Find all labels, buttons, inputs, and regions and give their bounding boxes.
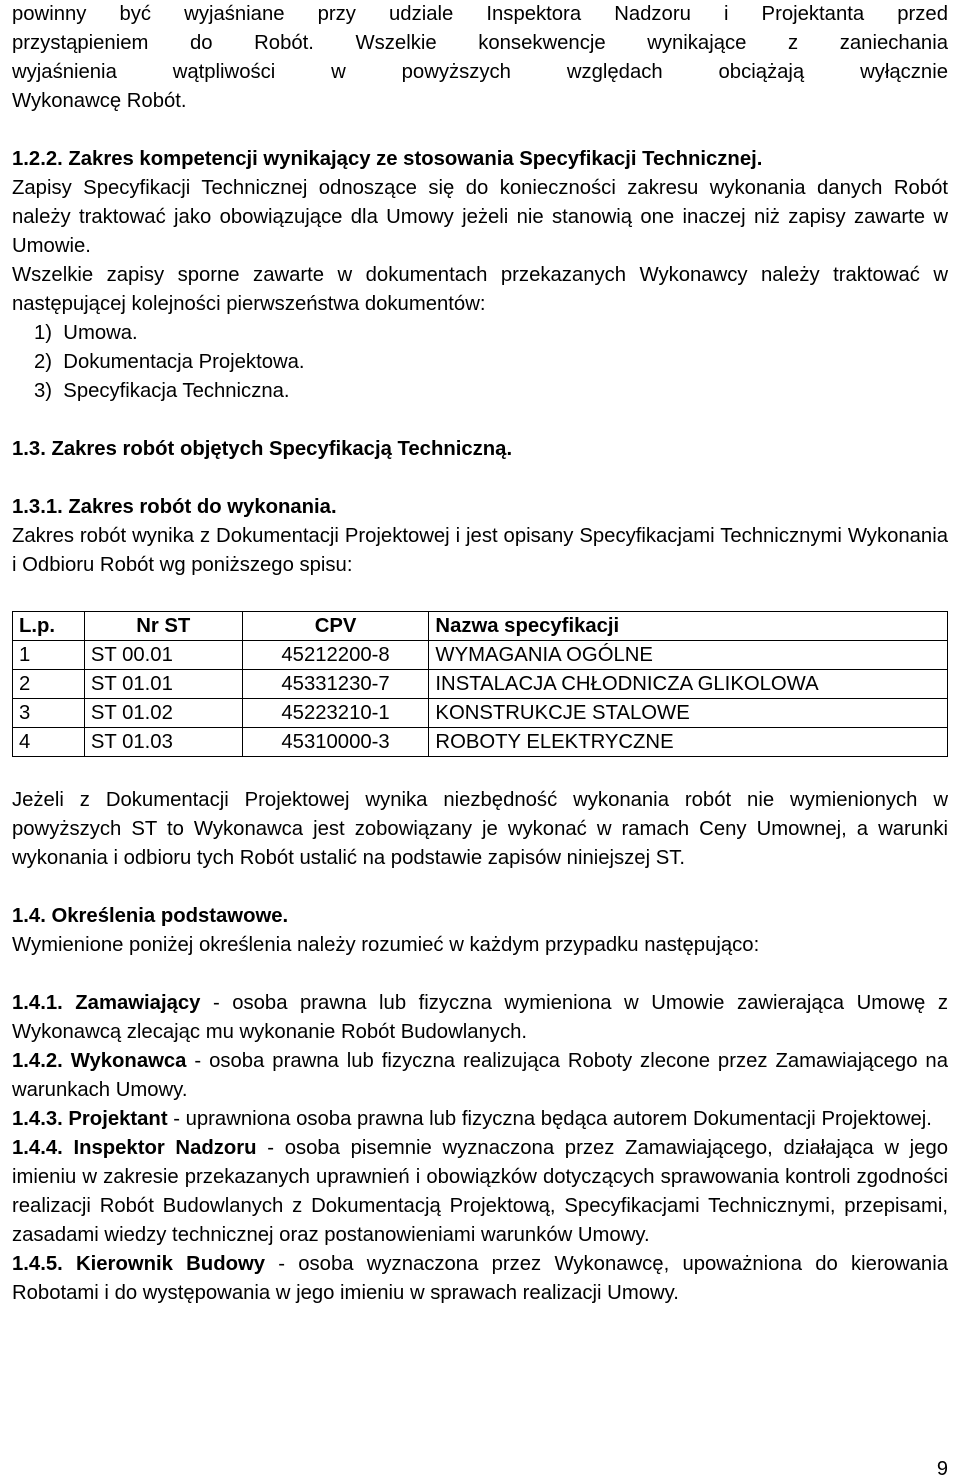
- section-1-3-1-paragraph: Zakres robót wynika z Dokumentacji Projektowej i jest opisany Specyfikacjami Technicznymi Wykonania i Odbioru Robót wg poniższego spisu:: [12, 525, 948, 576]
- definition-number: 1.4.1.: [12, 992, 63, 1014]
- definition-text: - osoba prawna lub fizyczna wymieniona w Umowie zawierająca Umowę z Wykonawcą zlecając mu wykonanie Robót Budowlanych.: [12, 992, 948, 1043]
- list-item: 1) Umowa.: [34, 322, 138, 344]
- spacer: [12, 580, 948, 609]
- section-heading-1-3: 1.3. Zakres robót objętych Specyfikacją Techniczną.: [12, 438, 513, 460]
- definition-1-4-2: [12, 1047, 948, 1105]
- definition-text: - osoba pisemnie wyznaczona przez Zamawiającego, działająca w jego imieniu w zakresie przekazanych uprawnień i obowiązków dotyczących sprawowania kontroli zgodności realizacji Robót Budowlanych z Dokumentacją Projektową, Specyfikacjami Technicznymi, przepisami, zasadami wiedzy technicznej oraz postanowieniami warunków Umowy.: [12, 1137, 949, 1246]
- intro-line: wyjaśnienia wątpliwości w powyższych względach obciążają wyłącznie: [12, 61, 948, 83]
- definition-text: - osoba wyznaczona przez Wykonawcę, upoważniona do kierowania Robotami i do występowania w jego imieniu w sprawach realizacji Umowy.: [12, 1253, 948, 1304]
- table-cell: 3: [13, 699, 85, 728]
- spacer: [12, 757, 948, 786]
- table-cell: ST 01.03: [84, 728, 242, 757]
- column-header-lp: L.p.: [13, 612, 85, 641]
- intro-line: Wykonawcę Robót.: [12, 90, 187, 112]
- definition-term: Inspektor Nadzoru: [73, 1137, 257, 1159]
- definition-text: - uprawniona osoba prawna lub fizyczna będąca autorem Dokumentacji Projektowej.: [167, 1108, 932, 1130]
- table-cell: ST 00.01: [84, 641, 242, 670]
- definition-term: Wykonawca: [70, 1050, 187, 1072]
- definition-1-4-4: [12, 1134, 948, 1250]
- spacer: [12, 873, 948, 902]
- table-cell: 4: [13, 728, 85, 757]
- table-cell: 45212200-8: [242, 641, 429, 670]
- table-row: [13, 728, 948, 757]
- section-1-4-paragraph: Wymienione poniżej określenia należy rozumieć w każdym przypadku następująco:: [12, 934, 760, 956]
- table-cell: ST 01.01: [84, 670, 242, 699]
- list-item: 3) Specyfikacja Techniczna.: [34, 380, 290, 402]
- definition-text: - osoba prawna lub fizyczna realizująca Roboty zlecone przez Zamawiającego na warunkach Umowy.: [12, 1050, 948, 1101]
- table-row: [13, 641, 948, 670]
- definition-number: 1.4.5.: [12, 1253, 63, 1275]
- definition-number: 1.4.4.: [12, 1137, 63, 1159]
- definition-1-4-1: [12, 989, 948, 1047]
- priority-list: [12, 319, 948, 406]
- intro-paragraph: [12, 0, 948, 116]
- table-cell: KONSTRUKCJE STALOWE: [429, 699, 948, 728]
- intro-line: przystąpieniem do Robót. Wszelkie konsekwencje wynikające z zaniechania: [12, 32, 948, 54]
- table-cell: WYMAGANIA OGÓLNE: [429, 641, 948, 670]
- column-header-name: Nazwa specyfikacji: [429, 612, 948, 641]
- table-cell: INSTALACJA CHŁODNICZA GLIKOLOWA: [429, 670, 948, 699]
- specification-table: [12, 611, 948, 757]
- intro-line: powinny być wyjaśniane przy udziale Inspektora Nadzoru i Projektanta przed: [12, 3, 948, 25]
- page-number: 9: [936, 1458, 948, 1480]
- section-1-2-2-paragraph-2: Wszelkie zapisy sporne zawarte w dokumentach przekazanych Wykonawcy należy traktować w następującej kolejności pierwszeństwa dokumentów:: [12, 264, 948, 315]
- table-cell: ROBOTY ELEKTRYCZNE: [429, 728, 948, 757]
- spacer: [12, 464, 948, 493]
- after-table-paragraph: Jeżeli z Dokumentacji Projektowej wynika niezbędność wykonania robót nie wymienionych w powyższych ST to Wykonawca jest zobowiązany je wykonać w ramach Ceny Umownej, a warunki wykonania i odbioru tych Robót ustalić na podstawie zapisów niniejszej ST.: [12, 789, 948, 869]
- table-row: [13, 699, 948, 728]
- table-cell: 45331230-7: [242, 670, 429, 699]
- definition-term: Projektant: [68, 1108, 168, 1130]
- spacer: [12, 960, 948, 989]
- definition-1-4-5: [12, 1250, 948, 1308]
- table-cell: 1: [13, 641, 85, 670]
- definition-term: Zamawiający: [75, 992, 201, 1014]
- document-page: [12, 0, 948, 1308]
- section-heading-1-3-1: 1.3.1. Zakres robót do wykonania.: [12, 496, 337, 518]
- definition-1-4-3: [12, 1105, 948, 1134]
- section-heading-1-2-2: 1.2.2. Zakres kompetencji wynikający ze stosowania Specyfikacji Technicznej.: [12, 148, 763, 170]
- definition-number: 1.4.2.: [12, 1050, 63, 1072]
- table-cell: 45310000-3: [242, 728, 429, 757]
- column-header-nr-st: Nr ST: [84, 612, 242, 641]
- section-heading-1-4: 1.4. Określenia podstawowe.: [12, 905, 289, 927]
- table-row: [13, 670, 948, 699]
- table-header-row: [13, 612, 948, 641]
- section-1-2-2-paragraph-1: Zapisy Specyfikacji Technicznej odnoszące się do konieczności zakresu wykonania danych Robót należy traktować jako obowiązujące dla Umowy jeżeli nie stanowią one inaczej niż zapisy zawarte w Umowie.: [12, 177, 948, 257]
- table-cell: 45223210-1: [242, 699, 429, 728]
- column-header-cpv: CPV: [242, 612, 429, 641]
- table-cell: 2: [13, 670, 85, 699]
- definition-term: Kierownik Budowy: [76, 1253, 266, 1275]
- table-cell: ST 01.02: [84, 699, 242, 728]
- spacer: [12, 116, 948, 145]
- spacer: [12, 406, 948, 435]
- definition-number: 1.4.3.: [12, 1108, 63, 1130]
- list-item: 2) Dokumentacja Projektowa.: [34, 351, 305, 373]
